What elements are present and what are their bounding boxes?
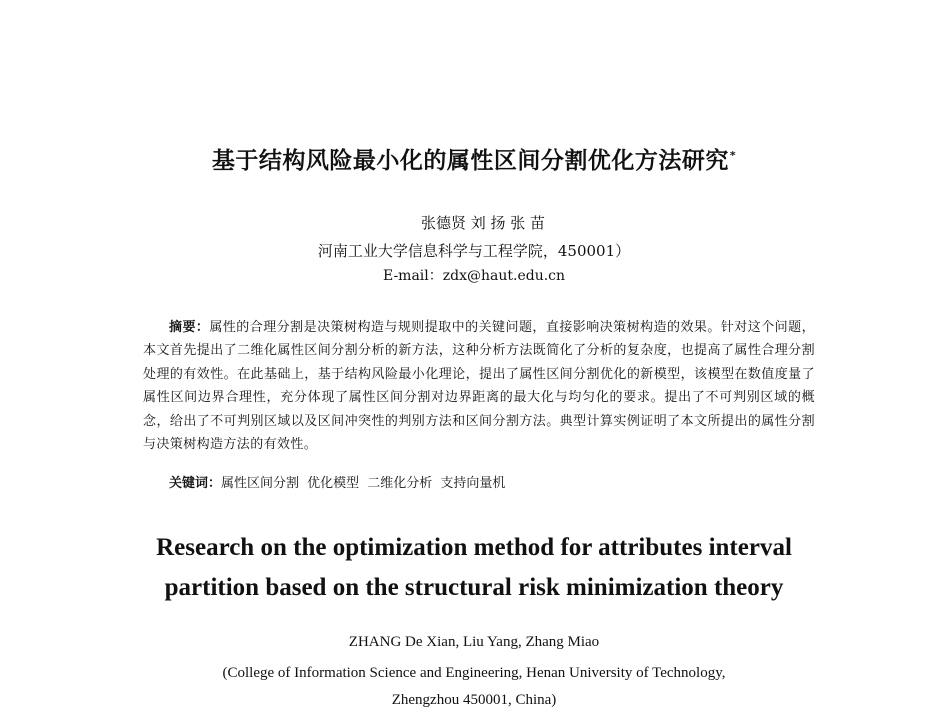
chinese-abstract bbox=[143, 316, 815, 456]
english-affiliation bbox=[0, 660, 948, 714]
keywords-label: 关键词： bbox=[169, 476, 222, 491]
chinese-keywords bbox=[143, 474, 815, 494]
keywords-text: 属性区间分割 优化模型 二维化分析 支持向量机 bbox=[221, 476, 506, 491]
chinese-title-text: 基于结构风险最小化的属性区间分割优化方法研究 bbox=[211, 148, 729, 174]
english-affiliation-line-1: (College of Information Science and Engineering, Henan University of Technology, bbox=[222, 665, 726, 681]
chinese-authors: 张德贤 刘 扬 张 苗 bbox=[420, 214, 546, 232]
title-footnote-mark: * bbox=[729, 149, 737, 163]
english-affiliation-line-2: Zhengzhou 450001, China) bbox=[391, 692, 557, 708]
chinese-title bbox=[0, 142, 948, 175]
english-title bbox=[0, 528, 948, 608]
chinese-affiliation: 河南工业大学信息科学与工程学院，450001） bbox=[317, 242, 631, 260]
english-authors: ZHANG De Xian, Liu Yang, Zhang Miao bbox=[348, 634, 600, 650]
author-email: E-mail：zdx@haut.edu.cn bbox=[382, 268, 566, 284]
english-title-line-2: partition based on the structural risk minimization theory bbox=[164, 574, 784, 601]
abstract-text: 属性的合理分割是决策树构造与规则提取中的关键问题，直接影响决策树构造的效果。针对这个问题，本文首先提出了二维化属性区间分割分析的新方法，这种分析方法既简化了分析的复杂度，也提高了属性合理分割处理的有效性。在此基础上，基于结构风险最小化理论，提出了属性区间分割优化的新模型，该模型在数值度量了属性区间边界合理性，充分体现了属性区间分割对边界距离的最大化与均匀化的要求。提出了不可判别区域的概念，给出了不可判别区域以及区间冲突性的判别方法和区间分割方法。典型计算实例证明了本文所提出的属性分割与决策树构造方法的有效性。 bbox=[143, 320, 815, 453]
abstract-label: 摘要： bbox=[169, 320, 210, 335]
english-title-line-1: Research on the optimization method for attributes interval bbox=[156, 534, 792, 561]
